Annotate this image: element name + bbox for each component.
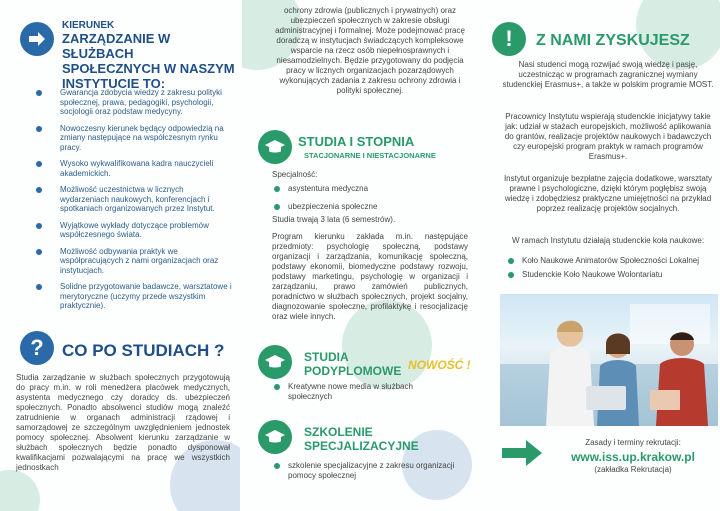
bullet-icon — [36, 187, 42, 193]
benefits-para-2: Pracownicy Instytutu wspierają studenckie inicjatywy takie jak: udział w stażach europejskich, możliwość aplikowania do grantów, realizacje projektów naukowych i badawczych czy europejski program praktyk w ramach programów Erasmus+. — [504, 112, 712, 161]
bullet-icon — [36, 126, 42, 132]
bullet-icon — [274, 384, 280, 390]
bullet-icon — [36, 90, 42, 96]
recruitment-link[interactable]: www.iss.up.krakow.pl — [571, 450, 695, 464]
arrow-right-icon — [20, 22, 54, 56]
list-item: szkolenie specjalizacyjne z zakresu organizacji pomocy społecznej — [288, 461, 458, 481]
section-title — [62, 31, 238, 91]
list-item: Solidne przygotowanie badawcze, warsztatowe i merytoryczne (uczymy przede wszystkim praktycznie). — [60, 282, 232, 311]
list-item: ubezpieczenia społeczne — [288, 202, 458, 212]
recruitment-box — [548, 438, 718, 474]
new-badge: NOWOŚĆ ! — [408, 358, 471, 372]
benefits-para-1: Nasi studenci mogą rozwijać swoją wiedzę i pasję, uczestnicząc w programach zagranicznej wymiany studenckiej Erasmus+, a także w polskim programie MOST. — [502, 60, 714, 89]
bullet-icon — [36, 284, 42, 290]
recruitment-label: Zasady i terminy rekrutacji: — [585, 438, 681, 447]
graduation-cap-icon — [258, 345, 292, 379]
recruitment-note: (zakładka Rekrutacja) — [594, 465, 672, 474]
title-line: SPOŁECZNYCH W NASZYM — [62, 61, 235, 76]
list-item: Możliwość uczestnictwa w licznych wydarzeniach naukowych, konferencjach i spotkaniach organizowanych przez Instytut. — [60, 185, 232, 214]
bullet-icon — [274, 463, 280, 469]
exclamation-icon: ! — [492, 22, 526, 56]
students-photo — [500, 294, 718, 426]
panel-middle — [242, 0, 482, 511]
after-studies-text: Studia zarządzanie w służbach społecznych przygotowują do pracy m.in. w roli menedżera placówek medycznych, asystenta medycznego czy doradcy ds. ubezpieczeń społecznych. Ponadto absolwenci studiów mogą znaleźć zatrudnienie w organach administracji rządowej i samorządowej ze szczególnym uwzględnieniem jednostek pomocy społecznej. Absolwent kierunku zarządzanie w służbach społecznych będzie ponadto dysponował kwalifikacjami pozwalającymi na pracę we wszystkich jednostkach — [16, 373, 230, 472]
features-list — [60, 88, 232, 318]
continuation-text: ochrony zdrowia (publicznych i prywatnych) oraz ubezpieczeń społecznych w zakresie obsługi administracyjnej i formalnej. Może podejmować pracę doradczą w instytucjach świadczących kompleksowe wsparcie na rzecz osób niepełnosprawnych i niesamodzielnych. Będzie przygotowany do podjęcia pracy w licznych organizacjach pozarządowych wykonujących zadania z zakresu ochrony zdrowia i polityki społecznej. — [275, 6, 465, 95]
clubs-intro: W ramach Instytutu działają studenckie koła naukowe: — [511, 236, 705, 245]
decorative-circle — [0, 470, 40, 511]
graduation-cap-icon — [258, 420, 292, 454]
program-text: Program kierunku zakłada m.in. następujące przedmioty: psychologię społeczną, podstawy organizacji i zarządzania, komunikację społeczną, podstawy ekonomii, biomedyczne podstawy rozwoju, podstawy marketingu, psychologię w organizacji i zarządzaniu, prawo zamówień publicznych, poradnictwo w służbach społecznych, projekt socjalny, diagnozowanie społeczne, profilaktykę i resocjalizację oraz wiele innych. — [272, 232, 468, 321]
bullet-icon — [508, 272, 514, 278]
title-line: ZARZĄDZANIE W SŁUŻBACH — [62, 31, 171, 61]
section-header — [62, 20, 238, 91]
graduation-cap-icon — [258, 130, 292, 164]
question-icon: ? — [20, 331, 54, 365]
bullet-icon — [508, 258, 514, 264]
training-list — [288, 461, 458, 485]
clubs-list — [522, 256, 702, 284]
list-item: Wyjątkowe wykłady dotyczące problemów współczesnego świata. — [60, 221, 232, 240]
postgrad-title: STUDIA PODYPLOMOWE — [304, 350, 402, 378]
bullet-icon — [274, 186, 280, 192]
bullet-icon — [36, 161, 42, 167]
bullet-icon — [36, 223, 42, 229]
list-item: Wysoko wykwalifikowana kadra nauczycieli akademickich. — [60, 159, 232, 178]
training-title: SZKOLENIE SPECJALIZACYJNE — [304, 425, 419, 453]
after-studies-title: CO PO STUDIACH ? — [62, 341, 225, 360]
studia-subtitle: STACJONARNE I NIESTACJONARNE — [304, 151, 436, 160]
title-line: INSTYTUCIE TO: — [62, 76, 166, 91]
postgrad-list — [288, 382, 438, 406]
list-item: Możliwość odbywania praktyk we współpracujących z nami organizacjach oraz instytucjach. — [60, 247, 232, 276]
duration-text: Studia trwają 3 lata (6 semestrów). — [272, 215, 396, 224]
arrow-right-icon — [502, 440, 542, 466]
list-item: Kreatywne nowe media w służbach społecznych — [288, 382, 438, 402]
panel-left — [0, 0, 240, 511]
benefits-para-3: Instytut organizuje bezpłatne zajęcia dodatkowe, warsztaty prawne i psychologiczne, dzięki którym pogłębisz swoją wiedzę i zdobędziesz praktyczne umiejętności na przykład poprzez realizację projektów socjalnych. — [503, 174, 713, 213]
kierunek-label: KIERUNEK — [62, 20, 115, 31]
list-item: Nowoczesny kierunek będący odpowiedzią na zmiany następujące na współczesnym rynku pracy. — [60, 124, 232, 153]
studia-title: STUDIA I STOPNIA — [298, 134, 415, 149]
spec-list — [288, 184, 458, 216]
benefits-title: Z NAMI ZYSKUJESZ — [536, 32, 690, 49]
list-item: Studenckie Koło Naukowe Wolontariatu — [522, 270, 702, 280]
list-item: Gwarancja zdobycia wiedzy z zakresu polityki społecznej, prawa, pedagogiki, psychologii, socjologii oraz podstaw medycyny. — [60, 88, 232, 117]
list-item: Koło Naukowe Animatorów Społeczności Lokalnej — [522, 256, 702, 266]
bullet-icon — [274, 204, 280, 210]
bullet-icon — [36, 249, 42, 255]
panel-right — [486, 0, 720, 511]
list-item: asystentura medyczna — [288, 184, 458, 194]
spec-label: Specjalność: — [272, 170, 318, 179]
